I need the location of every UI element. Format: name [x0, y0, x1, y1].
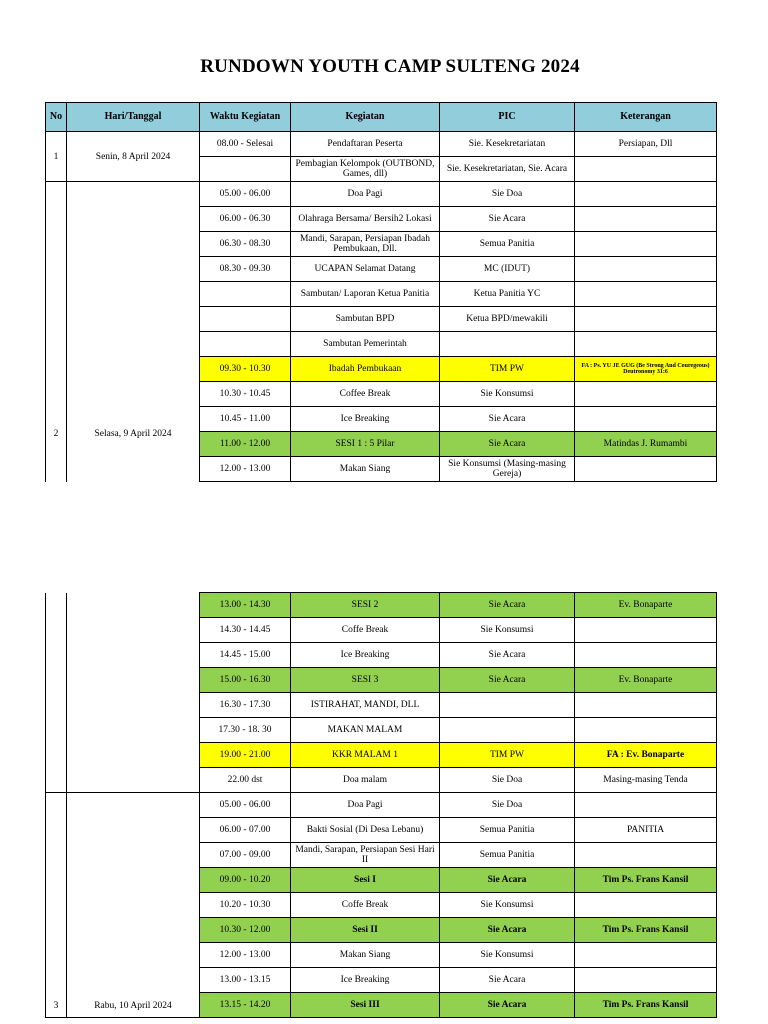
pic-cell: MC (IDUT) [440, 257, 575, 282]
pic-cell: TIM PW [440, 357, 575, 382]
note-cell [575, 893, 717, 918]
activity-cell: KKR MALAM 1 [291, 743, 440, 768]
activity-cell: Sambutan BPD [291, 307, 440, 332]
time-cell: 10.45 - 11.00 [200, 407, 291, 432]
header-pic: PIC [440, 103, 575, 132]
activity-cell: SESI 1 : 5 Pilar [291, 432, 440, 457]
activity-cell: MAKAN MALAM [291, 718, 440, 743]
document-title: RUNDOWN YOUTH CAMP SULTENG 2024 [200, 56, 580, 77]
time-cell: 10.30 - 10.45 [200, 382, 291, 407]
note-cell [575, 282, 717, 307]
activity-cell: Bakti Sosial (Di Desa Lebanu) [291, 818, 440, 843]
note-cell [575, 232, 717, 257]
day-number: 1 [46, 132, 67, 182]
note-cell [575, 643, 717, 668]
pic-cell [440, 332, 575, 357]
note-cell: Tim Ps. Frans Kansil [575, 993, 717, 1018]
time-cell: 06.30 - 08.30 [200, 232, 291, 257]
day-date: Senin, 8 April 2024 [67, 132, 200, 182]
note-cell: Masing-masing Tenda [575, 768, 717, 793]
pic-cell: TIM PW [440, 743, 575, 768]
pic-cell: Sie. Kesekretariatan, Sie. Acara [440, 157, 575, 182]
time-cell: 15.00 - 16.30 [200, 668, 291, 693]
time-cell: 11.00 - 12.00 [200, 432, 291, 457]
time-cell: 19.00 - 21.00 [200, 743, 291, 768]
time-cell: 09.30 - 10.30 [200, 357, 291, 382]
time-cell [200, 157, 291, 182]
time-cell: 05.00 - 06.00 [200, 793, 291, 818]
note-cell [575, 943, 717, 968]
note-cell [575, 793, 717, 818]
pic-cell: Sie Acara [440, 968, 575, 993]
pic-cell: Sie Acara [440, 993, 575, 1018]
pic-cell: Sie Acara [440, 407, 575, 432]
pic-cell: Sie Acara [440, 593, 575, 618]
time-cell [200, 307, 291, 332]
activity-cell: Ice Breaking [291, 407, 440, 432]
day-date: Rabu, 10 April 2024 [67, 793, 200, 1018]
time-cell: 17.30 - 18. 30 [200, 718, 291, 743]
activity-cell: ISTIRAHAT, MANDI, DLL [291, 693, 440, 718]
time-cell: 08.00 - Selesai [200, 132, 291, 157]
activity-cell: Doa malam [291, 768, 440, 793]
pic-cell: Sie Doa [440, 182, 575, 207]
note-cell: FA : Ev. Bonaparte [575, 743, 717, 768]
pic-cell: Sie Acara [440, 207, 575, 232]
note-cell [575, 407, 717, 432]
activity-cell: Sesi I [291, 868, 440, 893]
time-cell [200, 332, 291, 357]
day-date-cont [67, 593, 200, 793]
activity-cell: Ice Breaking [291, 643, 440, 668]
table-row-highlighted [46, 593, 717, 618]
day-number: 3 [46, 793, 67, 1018]
pic-cell: Semua Panitia [440, 818, 575, 843]
table-header-row [46, 103, 717, 132]
pic-cell: Sie Doa [440, 768, 575, 793]
activity-cell: Mandi, Sarapan, Persiapan Sesi Hari II [291, 843, 440, 868]
time-cell: 06.00 - 07.00 [200, 818, 291, 843]
time-cell: 12.00 - 13.00 [200, 457, 291, 482]
time-cell: 07.00 - 09.00 [200, 843, 291, 868]
pic-cell: Sie Konsumsi [440, 618, 575, 643]
activity-cell: Coffe Break [291, 618, 440, 643]
note-cell: Matindas J. Rumambi [575, 432, 717, 457]
activity-cell: Makan Siang [291, 943, 440, 968]
note-cell [575, 693, 717, 718]
pic-cell: Sie Konsumsi (Masing-masing Gereja) [440, 457, 575, 482]
pic-cell: Sie Acara [440, 432, 575, 457]
activity-cell: Sambutan Pemerintah [291, 332, 440, 357]
activity-cell: Doa Pagi [291, 793, 440, 818]
table-row [46, 182, 717, 207]
note-cell [575, 182, 717, 207]
activity-cell: SESI 2 [291, 593, 440, 618]
time-cell: 14.45 - 15.00 [200, 643, 291, 668]
day-number-cont [46, 593, 67, 793]
note-cell: Tim Ps. Frans Kansil [575, 918, 717, 943]
note-cell: Ev. Bonaparte [575, 593, 717, 618]
time-cell: 10.30 - 12.00 [200, 918, 291, 943]
activity-cell: Coffe Break [291, 893, 440, 918]
note-cell [575, 332, 717, 357]
header-activity: Kegiatan [291, 103, 440, 132]
activity-cell: Pembagian Kelompok (OUTBOND, Games, dll) [291, 157, 440, 182]
activity-cell: Sesi II [291, 918, 440, 943]
time-cell: 06.00 - 06.30 [200, 207, 291, 232]
activity-cell: Mandi, Sarapan, Persiapan Ibadah Pembukaan, Dll. [291, 232, 440, 257]
table-row [46, 793, 717, 818]
header-note: Keterangan [575, 103, 717, 132]
pic-cell: Sie Acara [440, 668, 575, 693]
pic-cell: Semua Panitia [440, 232, 575, 257]
note-cell [575, 257, 717, 282]
time-cell: 14.30 - 14.45 [200, 618, 291, 643]
note-cell [575, 307, 717, 332]
note-cell: Ev. Bonaparte [575, 668, 717, 693]
pic-cell: Sie Acara [440, 918, 575, 943]
time-cell: 16.30 - 17.30 [200, 693, 291, 718]
activity-cell: Coffee Break [291, 382, 440, 407]
activity-cell: Pendaftaran Peserta [291, 132, 440, 157]
time-cell [200, 282, 291, 307]
note-cell [575, 618, 717, 643]
pic-cell: Sie Konsumsi [440, 893, 575, 918]
activity-cell: Doa Pagi [291, 182, 440, 207]
activity-cell: Sesi III [291, 993, 440, 1018]
pic-cell: Sie Konsumsi [440, 943, 575, 968]
note-cell: Persiapan, Dll [575, 132, 717, 157]
rundown-table-page-1 [45, 102, 717, 482]
pic-cell [440, 718, 575, 743]
time-cell: 09.00 - 10.20 [200, 868, 291, 893]
time-cell: 08.30 - 09.30 [200, 257, 291, 282]
header-no: No [46, 103, 67, 132]
time-cell: 12.00 - 13.00 [200, 943, 291, 968]
note-cell [575, 207, 717, 232]
activity-cell: Ice Breaking [291, 968, 440, 993]
pic-cell: Sie Konsumsi [440, 382, 575, 407]
note-cell: PANITIA [575, 818, 717, 843]
day-number: 2 [46, 182, 67, 482]
activity-cell: Sambutan/ Laporan Ketua Panitia [291, 282, 440, 307]
table-row [46, 132, 717, 157]
time-cell: 13.00 - 13.15 [200, 968, 291, 993]
day-date: Selasa, 9 April 2024 [67, 182, 200, 482]
activity-cell: Makan Siang [291, 457, 440, 482]
pic-cell: Sie. Kesekretariatan [440, 132, 575, 157]
note-cell [575, 382, 717, 407]
pic-cell: Ketua BPD/mewakili [440, 307, 575, 332]
note-cell: Tim Ps. Frans Kansil [575, 868, 717, 893]
pic-cell [440, 693, 575, 718]
time-cell: 10.20 - 10.30 [200, 893, 291, 918]
note-cell: FA : Ps. YU JE GUG (Be Strong And Couregeous) Deutronomy 31:6 [575, 357, 717, 382]
time-cell: 13.15 - 14.20 [200, 993, 291, 1018]
pic-cell: Sie Acara [440, 868, 575, 893]
note-cell [575, 457, 717, 482]
time-cell: 05.00 - 06.00 [200, 182, 291, 207]
activity-cell: UCAPAN Selamat Datang [291, 257, 440, 282]
pic-cell: Semua Panitia [440, 843, 575, 868]
activity-cell: Olahraga Bersama/ Bersih2 Lokasi [291, 207, 440, 232]
note-cell [575, 157, 717, 182]
pic-cell: Ketua Panitia YC [440, 282, 575, 307]
note-cell [575, 968, 717, 993]
header-time: Waktu Kegiatan [200, 103, 291, 132]
note-cell [575, 718, 717, 743]
rundown-table-page-2 [45, 592, 717, 1018]
time-cell: 22.00 dst [200, 768, 291, 793]
activity-cell: SESI 3 [291, 668, 440, 693]
activity-cell: Ibadah Pembukaan [291, 357, 440, 382]
pic-cell: Sie Doa [440, 793, 575, 818]
pic-cell: Sie Acara [440, 643, 575, 668]
header-day: Hari/Tanggal [67, 103, 200, 132]
note-cell [575, 843, 717, 868]
time-cell: 13.00 - 14.30 [200, 593, 291, 618]
